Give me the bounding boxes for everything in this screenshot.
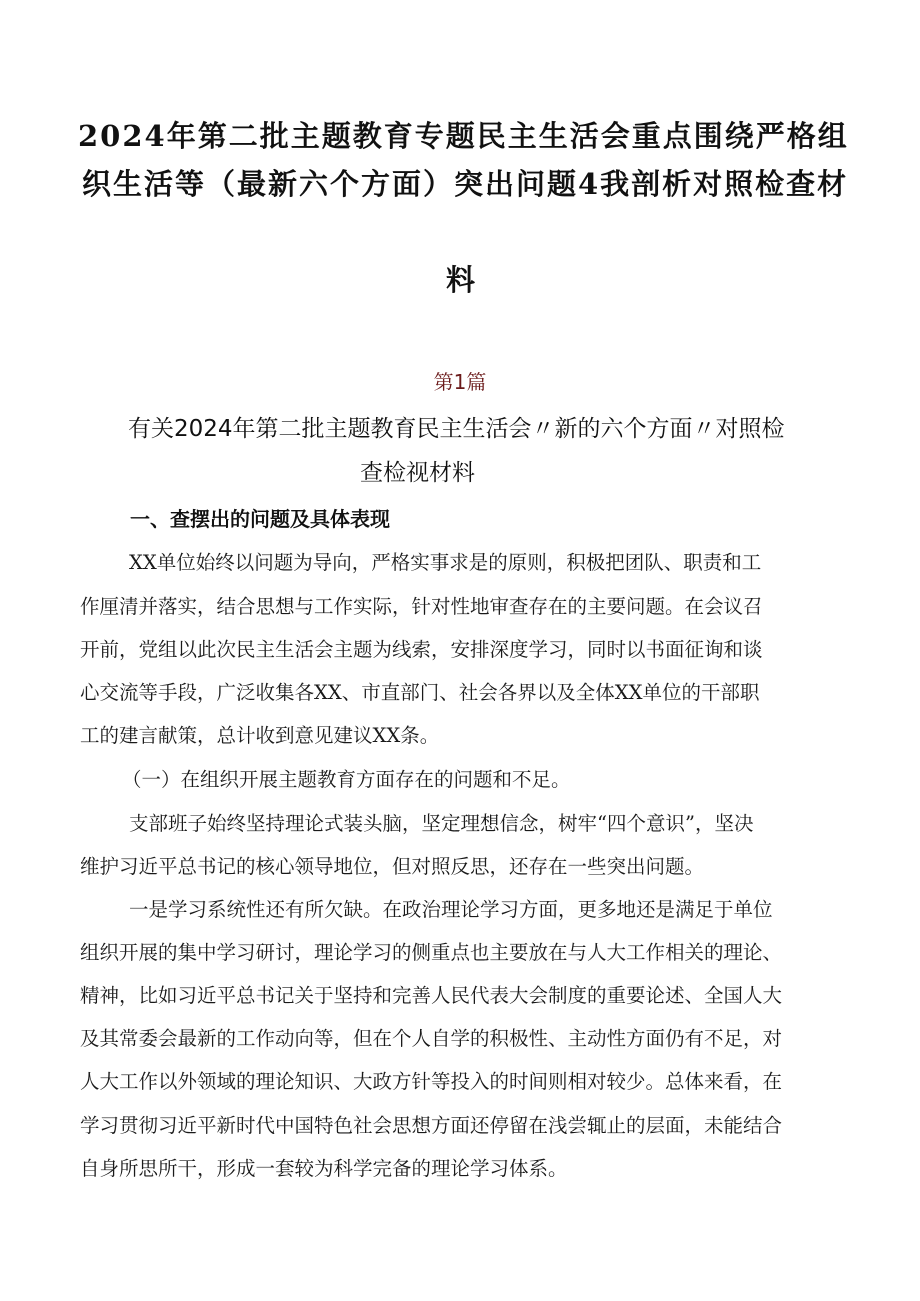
subtitle-line-2: 查检视材料 xyxy=(360,460,475,486)
paragraph-4-line-4: 及其常委会最新的工作动向等，但在个人自学的积极性、主动性方面仍有不足，对 xyxy=(80,1027,783,1050)
paragraph-4-line-7: 自身所思所干，形成一套较为科学完备的理论学习体系。 xyxy=(80,1157,568,1180)
section-heading: 一、查摆出的问题及具体表现 xyxy=(130,507,390,531)
paragraph-1-line-3: 开前，党组以此次民主生活会主题为线索，安排深度学习，同时以书面征询和谈 xyxy=(80,638,763,661)
paragraph-4-line-2: 组织开展的集中学习研讨，理论学习的侧重点也主要放在与人大工作相关的理论、 xyxy=(80,941,783,964)
subtitle-line-1: 有关2024年第二批主题教育民主生活会〃新的六个方面〃对照检 xyxy=(128,416,785,442)
paragraph-1-line-5: 工的建言献策，总计收到意见建议XX条。 xyxy=(80,724,440,747)
document-title-line-3: 料 xyxy=(446,263,478,297)
paragraph-1-line-4: 心交流等手段，广泛收集各XX、市直部门、社会各界以及全体XX单位的干部职 xyxy=(80,681,760,704)
paragraph-4-line-3: 精神，比如习近平总书记关于坚持和完善人民代表大会制度的重要论述、全国人大 xyxy=(80,984,783,1007)
paragraph-4-line-5: 人大工作以外领域的理论知识、大政方针等投入的时间则相对较少。总体来看，在 xyxy=(80,1070,783,1093)
paragraph-3-line-1: 支部班子始终坚持理论式装头脑，坚定理想信念，树牢“四个意识”，坚决 xyxy=(129,812,754,835)
paragraph-4-line-6: 学习贯彻习近平新时代中国特色社会思想方面还停留在浅尝辄止的层面，未能结合 xyxy=(80,1114,783,1137)
paragraph-3-line-2: 维护习近平总书记的核心领导地位，但对照反思，还存在一些突出问题。 xyxy=(80,855,705,878)
paragraph-1-line-2: 作厘清并落实，结合思想与工作实际，针对性地审查存在的主要问题。在会议召 xyxy=(80,595,763,618)
paragraph-2-line-1: （一）在组织开展主题教育方面存在的问题和不足。 xyxy=(122,768,571,791)
document-title-line-2: 织生活等（最新六个方面）突出问题4我剖析对照检查材 xyxy=(82,167,849,201)
part-label: 第1篇 xyxy=(433,370,487,394)
paragraph-1-line-1: XX单位始终以问题为导向，严格实事求是的原则，积极把团队、职责和工 xyxy=(129,551,762,574)
paragraph-4-line-1: 一是学习系统性还有所欠缺。在政治理论学习方面，更多地还是满足于单位 xyxy=(129,898,773,921)
document-title-line-1: 2024年第二批主题教育专题民主生活会重点围绕严格组 xyxy=(78,119,849,153)
